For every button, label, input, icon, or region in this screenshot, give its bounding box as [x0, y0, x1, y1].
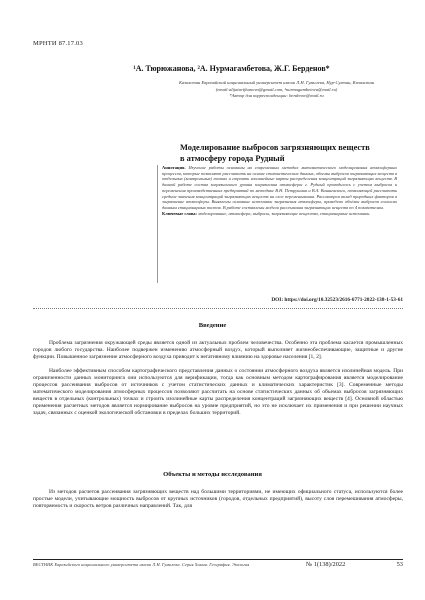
affiliation-corresponding: *Автор для корреспонденции: berdenov@mail.ru: [229, 93, 324, 98]
article-title-line-2: в атмосферу города Рудный: [180, 154, 285, 163]
abstract-text: Изучение работы основаны на современных методах математического моделирования атмосферных процессов, которые позволяют рассчитать на основе статистических данных, объемы выбросов загрязняющих веществ в отдельных (контрольных) точках и строить изолинейные карты распределения концентраций загрязняющих веществ. В данной работе состав загрязненного уровня загрязнения атмосферы г. Рудный проводилось с учетом выбросов и переменения производственных предприятий по методике В.Н. Петрушина и В.А. Вишневского, позволяющей рассчитать средние значения концентраций загрязняющих веществ на слое перемешивания. Рассмотрен вклад природных факторов в загрязнение атмосферы. Выявлены основные источники загрязнения атмосферы, приведено объёмы выбросов согласно данным стационарных постов. В работе составлены модели рассеивания загрязняющих веществ по 4 показателям.: [162, 165, 397, 211]
intro-heading: Введение: [198, 322, 227, 329]
keywords-label: Ключевые слова:: [162, 210, 198, 216]
keywords-text: моделирование, атмосфера, выбросы, загрязняющие вещества, стационарные источники.: [198, 210, 371, 216]
footer-journal: ВЕСТНИК Евразийского национального университета имени Л.Н. Гумилева. Серия Химия. География. Экология: [33, 562, 250, 567]
keywords-paragraph: [162, 211, 397, 217]
intro-paragraph-1: Проблема загрязнения окружающей среды является одной из актуальных проблем человечества. Особенно эта проблема касается промышленных городов любого государства. Наиболее подвержен изменению атмосферный воздух, который выполняет жизнеобеспечивающие, защитные и другие функции. Повышенное загрязнение атмосферного воздуха приводит к негативному влиянию на здоровье населения [1, 2].: [33, 340, 403, 361]
mrnti-code: МРНТИ 87.17.03: [33, 40, 83, 47]
article-title-line-1: Моделирование выбросов загрязняющих веществ: [180, 143, 370, 152]
doi-link[interactable]: DOI: https://doi.org/10.32523/2616-6771-2022-138-1-53-61: [271, 297, 403, 303]
abstract-label: Аннотация.: [162, 165, 186, 170]
section-divider: [33, 308, 403, 309]
footer-divider: [33, 559, 403, 560]
abstract-paragraph: [162, 165, 397, 211]
affiliation-university: Казахстан Евразийский национальный университет имени Л.Н. Гумилева, Нур-Султан, Казахстан: [178, 80, 375, 85]
objects-heading: Объекты и методы исследования: [163, 471, 262, 478]
abstract-block: [157, 165, 397, 283]
affiliation-block: [150, 80, 403, 100]
authors-line: ¹А. Тюрюжанова, ²А. Нурмагамбетова, Ж.Г. Берденов*: [133, 64, 330, 73]
footer-issue: № 1(138)/2022: [306, 561, 346, 568]
article-title: [180, 142, 395, 164]
footer-page-number: 53: [396, 561, 403, 568]
objects-paragraph-1: Из методов расчетов рассеивания загрязняющих веществ над большими территориями, не имеющих официального статуса, используются более простые модели, учитывающие мощность выбросов от крупных источников (городов, отдельных предприятий), высоту слоя перемешивания атмосферы, повторяемость и скорость ветров различных направлений. Так, для: [33, 489, 403, 510]
affiliation-emails: (email:alijaturijhanova@gmail.com, ²nurmagambetova@mail.ru): [215, 86, 338, 92]
intro-paragraph-2: Наиболее эффективным способом картографического представления данных о состоянии атмосферного воздуха является изолинейная модель. При ограниченности данных мониторинга они используются для верификации, тогда как основным методом картографирования является моделирование процессов рассеивания выбросов от источников с учетом статистических данных и климатических характеристик [3]. Современные методы математического моделирования атмосферных процессов позволяют рассчитать на основе статистических данных об объемах выбросов загрязняющих веществ в отдельных (контрольных) точках и строить изолинейные карты распределения концентраций загрязняющих веществ [4]. Основной областью применения расчетных методов является нормирование выбросов на уровне предприятий, но это не исключает их применения и при решении научных задач, связанных с оценкой экологической обстановки в пределах больших территорий.: [33, 368, 403, 417]
